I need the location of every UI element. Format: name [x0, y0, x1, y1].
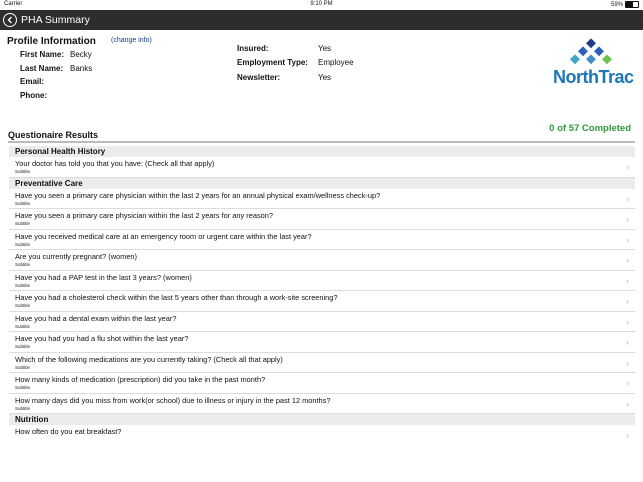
list-item[interactable] [9, 271, 635, 292]
list-item-title: How many kinds of medication (prescription) did you take in the past month? [15, 375, 266, 384]
first-name-label: First Name: [20, 50, 65, 59]
back-button[interactable] [3, 13, 17, 27]
list-item-title: How many days did you miss from work(or school) due to illness or injury in the past 12 months? [15, 395, 331, 405]
battery-indicator [611, 1, 639, 8]
employment-type-value: Employee [318, 58, 354, 67]
list-item-subtitle: Subtitle [15, 169, 31, 174]
last-name-value: Banks [70, 64, 93, 73]
insured-label: Insured: [237, 44, 269, 53]
logo-text: NorthTrac [553, 67, 634, 87]
list-item-subtitle: Subtitle [15, 364, 31, 370]
change-info-link[interactable]: (change info) [111, 37, 152, 44]
questionnaire-list [9, 146, 635, 446]
list-item-subtitle: Subtitle [15, 323, 31, 329]
list-item-title: Have you received medical care at an emergency room or urgent care within the last year? [15, 231, 312, 241]
chevron-right-icon: › [626, 162, 629, 172]
list-item-subtitle: Subtitle [15, 262, 31, 267]
chevron-right-icon: › [626, 378, 629, 388]
chevron-right-icon: › [626, 193, 629, 204]
chevron-right-icon: › [626, 357, 629, 368]
list-item[interactable] [9, 394, 635, 415]
section-header: Preventative Care [9, 178, 635, 189]
questionnaire-heading: Questionaire Results [8, 130, 99, 140]
profile-heading: Profile Information [7, 36, 96, 47]
list-item-subtitle: Subtitle [15, 303, 31, 308]
email-label: Email: [20, 77, 45, 86]
clock: 9:10 PM [310, 1, 333, 7]
employment-type-label: Employment Type: [237, 58, 308, 67]
list-item-title: Are you currently pregnant? (women) [15, 252, 138, 261]
chevron-right-icon: › [626, 255, 629, 265]
chevron-right-icon: › [626, 275, 629, 286]
list-item-subtitle: Subtitle [15, 282, 31, 288]
carrier-label: Carrier [4, 1, 23, 7]
navigation-bar [0, 10, 643, 30]
battery-percent: 59% [610, 1, 623, 8]
chevron-right-icon: › [626, 398, 629, 409]
page-title: PHA Summary [21, 14, 90, 26]
list-item-title: Have you seen a primary care physician within the last 2 years for an annual physical exam/wellness check-up? [15, 190, 381, 200]
list-item[interactable] [9, 425, 635, 446]
list-item-subtitle: Subtitle [15, 200, 31, 206]
newsletter-label: Newsletter: [237, 73, 281, 82]
list-item[interactable] [9, 353, 635, 374]
list-item[interactable] [9, 332, 635, 353]
insured-value: Yes [318, 44, 332, 53]
list-item[interactable] [9, 157, 635, 178]
list-item-subtitle: Subtitle [15, 385, 31, 390]
list-item-title: Your doctor has told you that you have: (Check all that apply) [15, 159, 215, 168]
list-item-subtitle: Subtitle [15, 344, 31, 349]
list-item[interactable] [9, 250, 635, 271]
chevron-right-icon: › [626, 316, 629, 327]
list-item[interactable] [9, 373, 635, 394]
last-name-label: Last Name: [20, 64, 64, 73]
section-header: Nutrition [9, 414, 635, 425]
list-item[interactable] [9, 291, 635, 312]
list-item[interactable] [9, 189, 635, 210]
chevron-right-icon: › [626, 234, 629, 245]
battery-icon [625, 1, 639, 8]
newsletter-value: Yes [318, 73, 332, 82]
chevron-right-icon: › [626, 337, 629, 347]
chevron-right-icon: › [626, 296, 629, 306]
list-item-subtitle: Subtitle [15, 405, 31, 411]
section-divider [8, 141, 635, 143]
list-item-title: Have you had a PAP test in the last 3 years? (women) [15, 272, 192, 282]
list-item-title: How often do you eat breakfast? [15, 427, 122, 436]
phone-label: Phone: [20, 91, 48, 100]
first-name-value: Becky [70, 50, 92, 59]
list-item-title: Have you had a cholesterol check within the last 5 years other than through a work-site screening? [15, 293, 338, 302]
list-item-title: Have you seen a primary care physician within the last 2 years for any reason? [15, 211, 273, 220]
chevron-right-icon: › [626, 214, 629, 224]
list-item[interactable] [9, 209, 635, 230]
completion-count: 0 of 57 Completed [549, 123, 631, 134]
status-bar [0, 0, 643, 10]
list-item[interactable] [9, 312, 635, 333]
chevron-left-icon [6, 16, 14, 24]
section-header: Personal Health History [9, 146, 635, 157]
list-item[interactable] [9, 230, 635, 251]
list-item-title: Have you had you had a flu shot within the last year? [15, 334, 189, 343]
list-item-subtitle: Subtitle [15, 241, 31, 247]
chevron-right-icon: › [626, 430, 629, 440]
list-item-subtitle: Subtitle [15, 221, 31, 226]
list-item-title: Have you had a dental exam within the last year? [15, 313, 177, 323]
list-item-title: Which of the following medications are you currently taking? (Check all that apply) [15, 354, 283, 364]
